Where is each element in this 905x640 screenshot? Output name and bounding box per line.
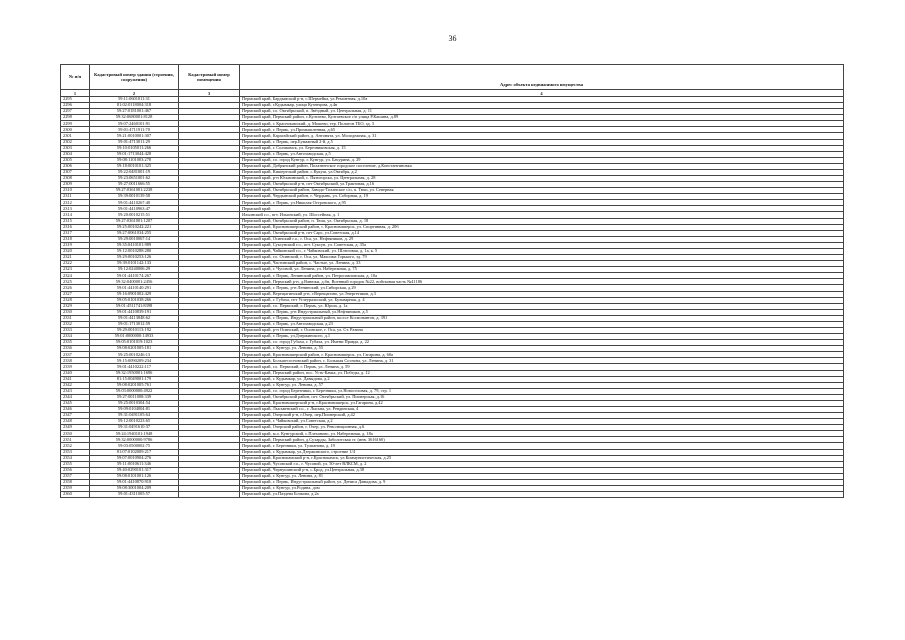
property-address: Пермский край, г.о. город Кунгур, г. Кунгур, ул. Бачурина, д. 29 — [240, 157, 844, 163]
row-number: 2315 — [61, 218, 90, 224]
row-number: 2336 — [61, 346, 90, 352]
row-number: 2355 — [61, 461, 90, 467]
building-cadastral-number: 59:16:0901002:429 — [90, 291, 179, 297]
building-cadastral-number: 59:27:0061034:255 — [90, 230, 179, 236]
property-address: Пермский край, г. Пермь, Индустриальный район, шоссе Космонавтов, д. 391 — [240, 315, 844, 321]
property-address: Пермский край, Пермский район, с.Култаево, Култаевское с/п улица Р.Кашина, д.89 — [240, 115, 844, 121]
registry-table — [60, 64, 844, 498]
property-address: Пермский край, г. Кудымкар, ул.Дзержинского, строение 1/4 — [240, 449, 844, 455]
row-number: 2330 — [61, 309, 90, 315]
property-address: Пермский край, Краснокамский р-н, г.Краснокамск, ул.Коммунистическая, д.25 — [240, 455, 844, 461]
row-number: 2343 — [61, 388, 90, 394]
building-cadastral-number: 59:31:0491610:37 — [90, 425, 179, 431]
row-number: 2306 — [61, 163, 90, 169]
building-cadastral-number: 59:01:4711911:70 — [90, 127, 179, 133]
row-number: 2319 — [61, 242, 90, 248]
row-number: 2357 — [61, 473, 90, 479]
column-index: 2 — [90, 90, 179, 97]
row-number: 2340 — [61, 370, 90, 376]
row-number: 2325 — [61, 279, 90, 285]
building-cadastral-number: 59:29:0010113:192 — [90, 327, 179, 333]
building-cadastral-number: 59:01:4311005:57 — [90, 492, 179, 498]
property-address: Пермский край, Пермский р-н, д.Ванюки, д.бн, Военный городок №22, войсковая часть №41186 — [240, 279, 844, 285]
property-address: Пермский край, Добрянский район, Полазненское городское поселение, д.Константиновка — [240, 163, 844, 169]
building-cadastral-number: 59:39:0010139:58 — [90, 194, 179, 200]
building-cadastral-number: 59:03:0500002:75 — [90, 443, 179, 449]
row-number: 2298 — [61, 115, 90, 121]
row-number: 2350 — [61, 431, 90, 437]
building-cadastral-number: 59:01:4410963:47 — [90, 206, 179, 212]
building-cadastral-number: 59:27:0181001:467 — [90, 109, 179, 115]
row-number: 2312 — [61, 200, 90, 206]
property-address: Пермский край, Большесосновский район, с. Большая Соснова, ул. Ленина, д. 31 — [240, 358, 844, 364]
property-address: Пермский край, г.о. Пермский, г. Пермь, ул. Ленина, д. 59 — [240, 364, 844, 370]
property-address: Пермский край, г. Пермь, р-н Индустриальный, ул.Нефтяников, д.5 — [240, 309, 844, 315]
building-cadastral-number: 59:40:0290101:317 — [90, 467, 179, 473]
building-cadastral-number: 59:12:0240006:29 — [90, 267, 179, 273]
column-index: 1 — [61, 90, 90, 97]
row-number: 2302 — [61, 139, 90, 145]
row-number: 2328 — [61, 297, 90, 303]
property-address: Пермский край, г. Кунгур, ул. Ленина, д. 81 — [240, 473, 844, 479]
column-index-row — [61, 90, 844, 97]
property-address: Пермский край, г. Кудымкар, ул. Давыдова, д.2 — [240, 376, 844, 382]
column-index: 4 — [240, 90, 844, 97]
row-number: 2346 — [61, 406, 90, 412]
building-cadastral-number: 59:15:0090209:234 — [90, 358, 179, 364]
property-address: Пермский край, Очерский район, г. Очер, ул. Революционная, д.6 — [240, 425, 844, 431]
row-number: 2295 — [61, 97, 90, 103]
row-number: 2324 — [61, 273, 90, 279]
row-number: 2305 — [61, 157, 90, 163]
property-address: Пермский край, Красновишерский район, г. Красновишерск, ул. Гагарина, д. 60а — [240, 352, 844, 358]
row-number: 2304 — [61, 151, 90, 157]
building-cadastral-number: 59:35:0410101:989 — [90, 242, 179, 248]
property-address: Пермский край, г.Кудымкар, улица Кузнецова, д.4в — [240, 103, 844, 109]
row-number: 2359 — [61, 486, 90, 492]
row-number: 2339 — [61, 364, 90, 370]
property-address: Пермский край, г.о. Октябрьский, п. Звёздный, ул. Центральная, д. 11 — [240, 109, 844, 115]
row-number: 2318 — [61, 236, 90, 242]
row-number: 2358 — [61, 479, 90, 485]
building-cadastral-number: 59:08:0201005:761 — [90, 382, 179, 388]
building-cadastral-number: 59:09:0104004:81 — [90, 406, 179, 412]
document-sheet — [60, 64, 844, 498]
row-number: 2313 — [61, 206, 90, 212]
column-index: 3 — [179, 90, 240, 97]
property-address: Пермский край, Октябрьский район, Заводо-Тиханское с/п, п. Тюш, ул. Северная — [240, 188, 844, 194]
building-cadastral-number: 59:32:0400001:2456 — [90, 279, 179, 285]
property-address: Пермский край, г. Пермь, ул.Автозаводская, д.5 — [240, 151, 844, 157]
building-cadastral-number: 59:27:0361001:2238 — [90, 188, 179, 194]
building-cadastral-number: 81:07:0102009:217 — [90, 449, 179, 455]
property-address: Пермский край, Осинский г.о., г. Оса, ул. Нефтяников, д. 29 — [240, 236, 844, 242]
building-cadastral-number: 59:01:1713012:59 — [90, 321, 179, 327]
property-address: Ильинский г.о., пгт. Ильинский, ул. Шоссейная, д. 1 — [240, 212, 844, 218]
row-number: 2342 — [61, 382, 90, 388]
property-address: Пермский край, Чердынский район, г. Чердынь, ул. Соборная, д. 19 — [240, 194, 844, 200]
building-cadastral-number: 59:01:4410222:117 — [90, 364, 179, 370]
room-cadastral-number — [179, 492, 240, 498]
property-address: Пермский край, г. Соликамск, ул. Березниковская, д. 15 — [240, 145, 844, 151]
building-cadastral-number: 59:08:1101003:278 — [90, 157, 179, 163]
row-number: 2349 — [61, 425, 90, 431]
row-number: 2321 — [61, 255, 90, 261]
building-cadastral-number: 59:01:4410267:40 — [90, 200, 179, 206]
row-number: 2329 — [61, 303, 90, 309]
row-number: 2326 — [61, 285, 90, 291]
building-cadastral-number: 59:01:4410174:267 — [90, 273, 179, 279]
property-address: Пермский край, Октябрьский район, пгт. Октябрьский, ул. Пионерская, д.16 — [240, 394, 844, 400]
row-number: 2332 — [61, 321, 90, 327]
property-address: Пермский край, Пермский район, д.Сухарды, Заболотская ст. (инв. 3616160) — [240, 437, 844, 443]
property-address: Пермский край, Лысьвенский г.о., г. Лысьва, ул. Ревдинская, 4 — [240, 406, 844, 412]
building-cadastral-number: 59:01:0000000:14933 — [90, 334, 179, 340]
row-number: 2344 — [61, 394, 90, 400]
row-number: 2316 — [61, 224, 90, 230]
building-cadastral-number: 59:01:4511741:8398 — [90, 303, 179, 309]
building-cadastral-number: 59:32:1950001:1696 — [90, 370, 179, 376]
property-address: Пермский край, Суксунский г.о., пгт. Суксун, ул. Советская, д. 35а — [240, 242, 844, 248]
row-number: 2309 — [61, 182, 90, 188]
table-body — [61, 97, 844, 498]
row-number: 2337 — [61, 352, 90, 358]
property-address: Пермский край, Кишертский район, с.Кукуш, ул.Октября, д.2 — [240, 169, 844, 175]
building-cadastral-number: 59:01:4410870:918 — [90, 479, 179, 485]
property-address: Пермский край, Бардымский р-н, с.Шермейка, ул.Ремонтная, д.10а — [240, 97, 844, 103]
table-header-row — [61, 65, 844, 90]
building-cadastral-number: 59:29:0010067:14 — [90, 236, 179, 242]
building-cadastral-number: 59:03:0000000:4922 — [90, 388, 179, 394]
property-address: Пермский край, г. Пермь, ул.Промышленная, д.65 — [240, 127, 844, 133]
building-cadastral-number: 59:27:0011008:339 — [90, 394, 179, 400]
building-cadastral-number: 59:25:0010242:221 — [90, 224, 179, 230]
building-cadastral-number: 59:25:0010246:13 — [90, 352, 179, 358]
building-cadastral-number: 59:23:0651001:62 — [90, 176, 179, 182]
property-address: Пермский край, г. Краснокамский, д. Мошево, тер. Полигон ТБО, зд. 3 — [240, 121, 844, 127]
row-number: 2317 — [61, 230, 90, 236]
row-number: 2356 — [61, 467, 90, 473]
building-cadastral-number: 59:32:0680001:8128 — [90, 115, 179, 121]
building-cadastral-number: 59:12:0010288:280 — [90, 248, 179, 254]
row-number: 2322 — [61, 261, 90, 267]
building-cadastral-number: 59:08:0101001:126 — [90, 473, 179, 479]
property-address: Пермский край, Очерский р-н, г.Очер, пер.Пионерский, д.42 — [240, 413, 844, 419]
row-number: 2310 — [61, 188, 90, 194]
building-cadastral-number: 59:11:0010611:346 — [90, 461, 179, 467]
property-address: Пермский край, ул.Паздева Бочкова, д.2а — [240, 492, 844, 498]
row-number: 2360 — [61, 492, 90, 498]
property-address: Пермский край, Красновишерский район, г. Красновишерск, ул. Спортивная, д. 20б — [240, 224, 844, 230]
building-cadastral-number: 59:12:0010223:65 — [90, 419, 179, 425]
row-number: 2303 — [61, 145, 90, 151]
property-address: Пермский край, г. Кунгур, ул.Родина, дом — [240, 486, 844, 492]
building-cadastral-number: 59:11:0601011:31 — [90, 97, 179, 103]
building-cadastral-number: 59:01:4713011:29 — [90, 139, 179, 145]
building-cadastral-number: 59:18:0010101:325 — [90, 163, 179, 169]
row-number: 2314 — [61, 212, 90, 218]
property-address: Пермский край, г. Пермь, ул.Николая Островского, д.95 — [240, 200, 844, 206]
row-number: 2301 — [61, 133, 90, 139]
row-number: 2338 — [61, 358, 90, 364]
building-cadastral-number: 59:07:2460101:91 — [90, 121, 179, 127]
building-cadastral-number: 59:01:4413848:62 — [90, 315, 179, 321]
property-address: Пермский край, г. Пермь, р-н Ленинский, ул.Сибирская, д.29 — [240, 285, 844, 291]
property-address: Пермский край, Чусовской г.о., г. Чусовой, ул. 50-лет ВЛКСМ, д. 2 — [240, 461, 844, 467]
table-row — [61, 492, 844, 498]
property-address: Пермский край, Верещагинский р-н, г.Верещагино, ул.Энергетиков, д.3 — [240, 291, 844, 297]
row-number: 2351 — [61, 437, 90, 443]
building-cadastral-number: 59:05:0101038:266 — [90, 297, 179, 303]
building-cadastral-number: 59:39:0101142:133 — [90, 261, 179, 267]
building-cadastral-number: 59:08:3001004:209 — [90, 486, 179, 492]
property-address: Пермский край, г. Кунгур, ул. Ленина, д. 57 — [240, 382, 844, 388]
building-cadastral-number: 59:01:4410140:291 — [90, 285, 179, 291]
property-address: Пермский край, г.о. Пермский, г. Пермь, ул. Юрша, д. 1а — [240, 303, 844, 309]
row-number: 2354 — [61, 455, 90, 461]
row-number: 2323 — [61, 267, 90, 273]
building-cadastral-number: 59:24:1940101:1948 — [90, 431, 179, 437]
row-number: 2300 — [61, 127, 90, 133]
building-cadastral-number: 59:31:0491105:64 — [90, 413, 179, 419]
property-address: Пермский край, г.о. Осинский, г. Оса, ул. Максима Горького, зд. 79 — [240, 255, 844, 261]
property-address: Пермский край, г. Чайковский, ул.Советская, д.2 — [240, 419, 844, 425]
row-number: 2308 — [61, 176, 90, 182]
header-number: № п/п — [61, 65, 90, 90]
property-address: Пермский край, Пермский район, пос. Усть-Качка, ул. Победы, д. 12 — [240, 370, 844, 376]
property-address: Пермский край, г. Губаха, пгт Углеуральский, ул. Бульварная, д. 4 — [240, 297, 844, 303]
property-address: Пермский край, Чернушинский р-н, с.Брод, ул.Центральная, д.38 — [240, 467, 844, 473]
row-number: 2327 — [61, 291, 90, 297]
building-cadastral-number: 59:20:0010215:51 — [90, 212, 179, 218]
row-number: 2311 — [61, 194, 90, 200]
building-cadastral-number: 59:27:0361001:1207 — [90, 218, 179, 224]
row-number: 2299 — [61, 121, 90, 127]
property-address: Пермский край, р-н Юсьвинский, с. Пятигорска, ул. Центральная, д. 28 — [240, 176, 844, 182]
building-cadastral-number: 59:29:0010253:126 — [90, 255, 179, 261]
row-number: 2307 — [61, 169, 90, 175]
row-number: 2341 — [61, 376, 90, 382]
property-address: Пермский край, Октябрьский р-н, пгт Октябрьский, ул.Трактовая, д.16 — [240, 182, 844, 188]
row-number: 2335 — [61, 340, 90, 346]
building-cadastral-number: 59:01:4410839:191 — [90, 309, 179, 315]
building-cadastral-number: 59:25:0010304:54 — [90, 400, 179, 406]
property-address: Пермский край, г. Пермь, Индустриальный район, ул. Дениса Давыдова, д. 9 — [240, 479, 844, 485]
property-address: Пермский край, м.о. Кунгурский, с.Плеханово, ул. Набережная, д. 18а — [240, 431, 844, 437]
building-cadastral-number: 59:27:0011666:55 — [90, 182, 179, 188]
row-number: 2331 — [61, 315, 90, 321]
row-number: 2348 — [61, 419, 90, 425]
building-cadastral-number: 59:32:0000000:9786 — [90, 437, 179, 443]
property-address: Пермский край — [240, 206, 844, 212]
row-number: 2352 — [61, 443, 90, 449]
row-number: 2320 — [61, 248, 90, 254]
property-address: Пермский край, г. Чусовой, ул. Ленина, ул. Набережная, д. 75 — [240, 267, 844, 273]
building-cadastral-number: 59:05:0101019:1023 — [90, 340, 179, 346]
building-cadastral-number: 59:10:0105011:266 — [90, 145, 179, 151]
header-room-cadastral: Кадастровый номер помещения — [179, 65, 240, 90]
property-address: Пермский край, Чайковский г.о., г. Чайковский, ул. Шлюзовая, д. 1а, к. 5 — [240, 248, 844, 254]
property-address: Пермский край, Красновишерский р-н, г.Красновишерск, ул.Гагарина, д.42 — [240, 400, 844, 406]
property-address: Пермский край, Октябрьский район, п. Тюш, ул. Октябрьская, д. 18 — [240, 218, 844, 224]
property-address: Пермский край, г. Березники, ул. Тулпанова, д. 19 — [240, 443, 844, 449]
building-cadastral-number: 81:15:0049001:179 — [90, 376, 179, 382]
row-number: 2333 — [61, 327, 90, 333]
header-address: Адрес объекта недвижимого имущества — [240, 65, 844, 90]
building-cadastral-number: 59:01:1713044:428 — [90, 151, 179, 157]
property-address: Пермский край, р-н Осинский, г. Осинское, г. Оса, ул. Ст. Разина — [240, 327, 844, 333]
header-building-cadastral: Кадастровый номер здания (строения, сооружения) — [90, 65, 179, 90]
row-number: 2347 — [61, 413, 90, 419]
property-address: Пермский край, г. Пермь, ул.Автозаводская, д.23 — [240, 321, 844, 327]
property-address: Пермский край, Частинский район, с. Частые, ул. Ленина, д. 33 — [240, 261, 844, 267]
row-number: 2296 — [61, 103, 90, 109]
row-number: 2334 — [61, 334, 90, 340]
page-number: 36 — [448, 34, 457, 43]
building-cadastral-number: 59:07:0010904:276 — [90, 455, 179, 461]
property-address: Пермский край, г.о. город Березники, г. Березники, ул.Новоселовая, д. 79, стр. 1 — [240, 388, 844, 394]
property-address: Пермский край, Карагайский район, д. Антонята, ул. Молодежная, д. 31 — [240, 133, 844, 139]
row-number: 2297 — [61, 109, 90, 115]
building-cadastral-number: 81:02:0118004:318 — [90, 103, 179, 109]
property-address: Пермский край, г. Кунгур, ул. Ленина, д. 55 — [240, 346, 844, 352]
property-address: Пермский край, г. Пермь, Ленинский район, ул. Петропавловская, д. 10а — [240, 273, 844, 279]
building-cadastral-number: 59:21:0010001:307 — [90, 133, 179, 139]
property-address: Пермский край, Октябрьский р-н, пгт Сарс, ул.Советская, д.14 — [240, 230, 844, 236]
property-address: Пермский край, г.о. город Губаха, г. Губаха, ул. Имени Правда, д. 22 — [240, 340, 844, 346]
row-number: 2353 — [61, 449, 90, 455]
property-address: Пермский край, г. Пермь, пер.Бумажный 2-й, д.5 — [240, 139, 844, 145]
row-number: 2345 — [61, 400, 90, 406]
building-cadastral-number: 59:22:0481001:19 — [90, 169, 179, 175]
property-address: Пермский край, г. Пермь, ул.Дзержинского, д.1 — [240, 334, 844, 340]
building-cadastral-number: 59:08:0201005:181 — [90, 346, 179, 352]
